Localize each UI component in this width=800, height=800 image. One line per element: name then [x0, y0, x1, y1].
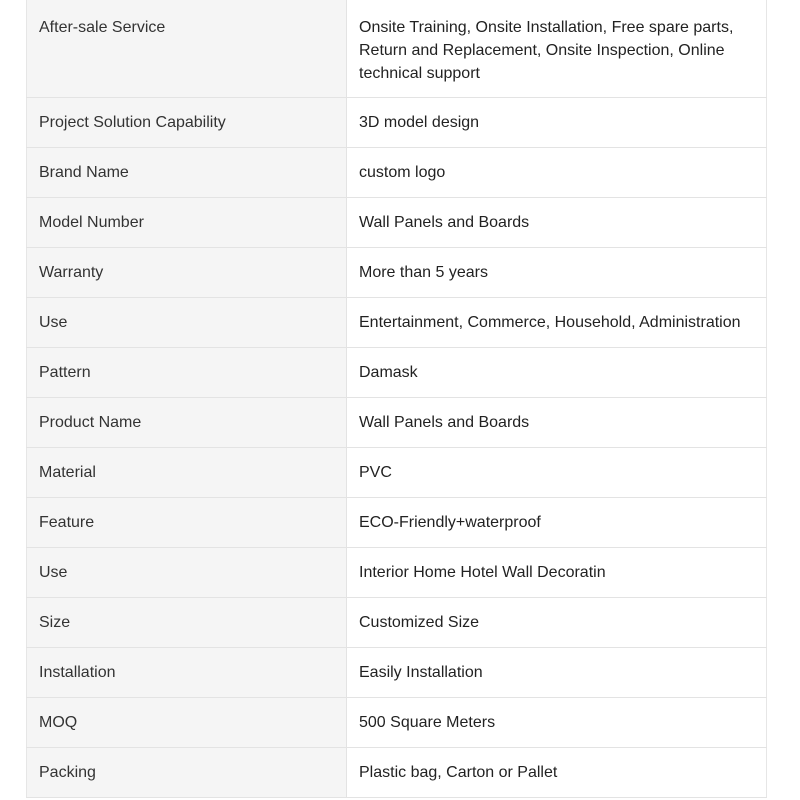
spec-value: Entertainment, Commerce, Household, Administration — [347, 298, 767, 348]
spec-value: 3D model design — [347, 98, 767, 148]
table-row — [27, 248, 767, 298]
spec-key: Project Solution Capability — [27, 98, 347, 148]
spec-value: Customized Size — [347, 598, 767, 648]
table-row — [27, 298, 767, 348]
table-row — [27, 598, 767, 648]
spec-value: custom logo — [347, 148, 767, 198]
spec-value: Plastic bag, Carton or Pallet — [347, 748, 767, 798]
spec-value: Onsite Training, Onsite Installation, Free spare parts, Return and Replacement, Onsite Inspection, Online technical support — [347, 0, 767, 98]
table-row — [27, 348, 767, 398]
spec-key: Use — [27, 298, 347, 348]
spec-value: Damask — [347, 348, 767, 398]
table-row — [27, 648, 767, 698]
spec-key: Pattern — [27, 348, 347, 398]
table-row — [27, 198, 767, 248]
table-row — [27, 0, 767, 98]
spec-value: Wall Panels and Boards — [347, 198, 767, 248]
spec-key: Warranty — [27, 248, 347, 298]
spec-value: PVC — [347, 448, 767, 498]
table-row — [27, 148, 767, 198]
spec-key: MOQ — [27, 698, 347, 748]
spec-key: Product Name — [27, 398, 347, 448]
spec-key: Installation — [27, 648, 347, 698]
spec-key: Model Number — [27, 198, 347, 248]
spec-key: After-sale Service — [27, 0, 347, 98]
spec-value: Wall Panels and Boards — [347, 398, 767, 448]
product-specifications-table — [26, 0, 767, 798]
spec-value: ECO-Friendly+waterproof — [347, 498, 767, 548]
spec-value: 500 Square Meters — [347, 698, 767, 748]
table-row — [27, 698, 767, 748]
spec-key: Packing — [27, 748, 347, 798]
spec-key: Use — [27, 548, 347, 598]
spec-value: Interior Home Hotel Wall Decoratin — [347, 548, 767, 598]
spec-key: Material — [27, 448, 347, 498]
spec-key: Feature — [27, 498, 347, 548]
spec-key: Brand Name — [27, 148, 347, 198]
spec-value: More than 5 years — [347, 248, 767, 298]
table-row — [27, 98, 767, 148]
table-row — [27, 498, 767, 548]
table-row — [27, 548, 767, 598]
spec-key: Size — [27, 598, 347, 648]
table-row — [27, 398, 767, 448]
spec-value: Easily Installation — [347, 648, 767, 698]
table-row — [27, 448, 767, 498]
table-row — [27, 748, 767, 798]
